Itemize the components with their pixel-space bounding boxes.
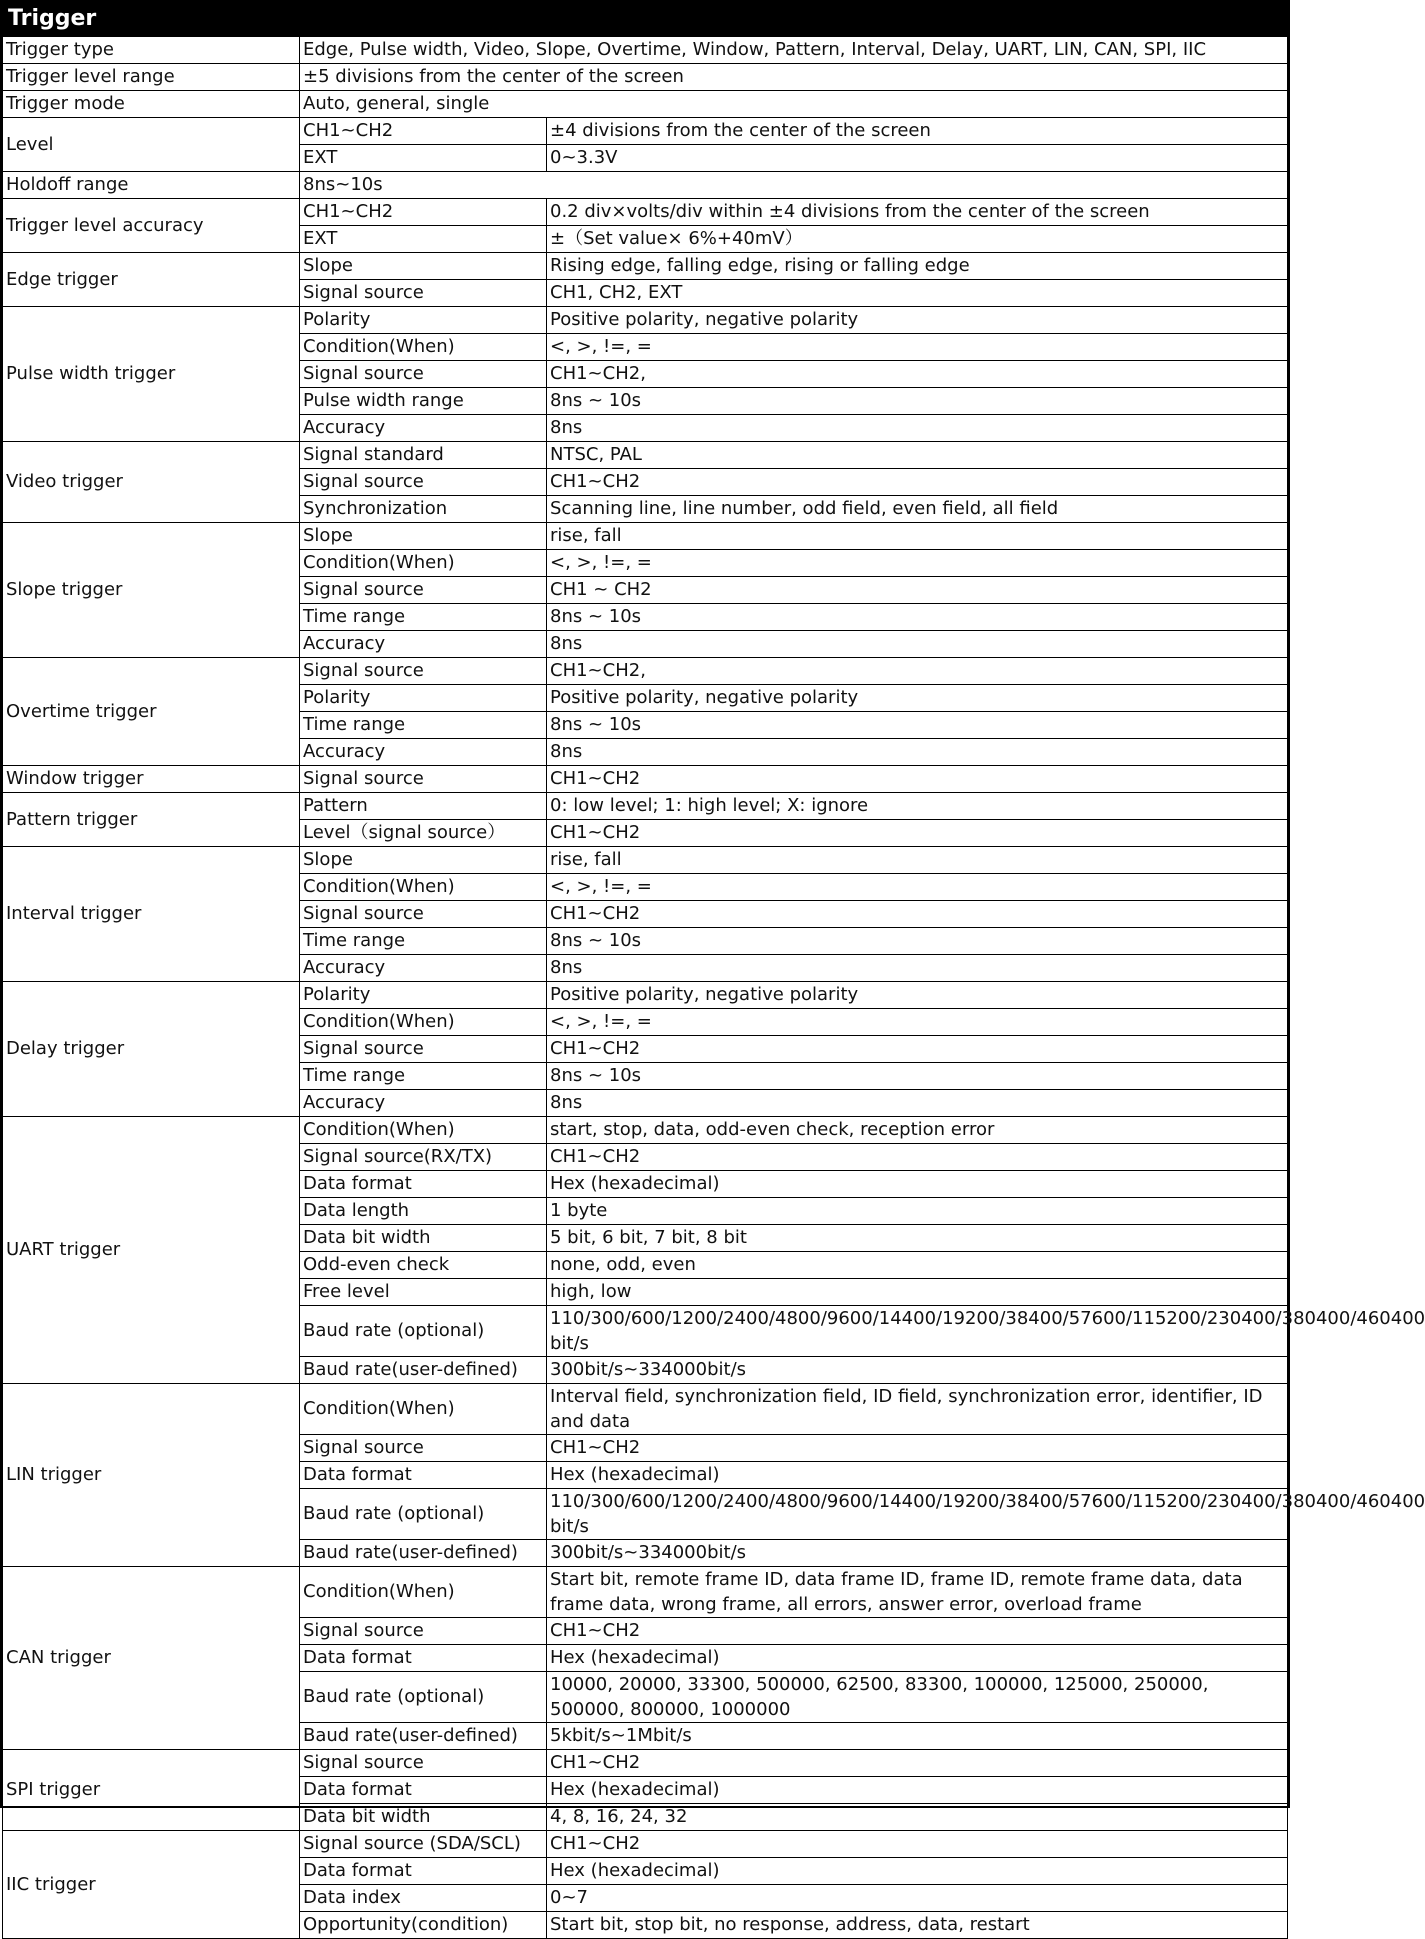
sub-value: Positive polarity, negative polarity <box>547 307 1288 334</box>
row-label: Holdoff range <box>3 172 300 199</box>
sub-label: Signal source (SDA/SCL) <box>300 1831 547 1858</box>
table-row <box>3 847 1288 874</box>
table-row <box>3 766 1288 793</box>
sub-value: 1 byte <box>547 1198 1288 1225</box>
row-label: Trigger type <box>3 37 300 64</box>
sub-value: 8ns <box>547 1090 1288 1117</box>
sub-value: 4, 8, 16, 24, 32 <box>547 1804 1288 1831</box>
sub-label: Polarity <box>300 685 547 712</box>
sub-label: Time range <box>300 1063 547 1090</box>
table-row <box>3 199 1288 226</box>
sub-label: Condition(When) <box>300 1384 547 1435</box>
row-value: Auto, general, single <box>300 91 1288 118</box>
sub-value: Positive polarity, negative polarity <box>547 685 1288 712</box>
sub-value: CH1 ~ CH2 <box>547 577 1288 604</box>
sub-label: Slope <box>300 523 547 550</box>
sub-label: Opportunity(condition) <box>300 1912 547 1939</box>
row-label: Trigger mode <box>3 91 300 118</box>
group-label: CAN trigger <box>3 1567 300 1750</box>
sub-value: 8ns ~ 10s <box>547 1063 1288 1090</box>
sub-label: Pattern <box>300 793 547 820</box>
sub-label: Slope <box>300 847 547 874</box>
sub-label: Odd-even check <box>300 1252 547 1279</box>
sub-value: 8ns ~ 10s <box>547 388 1288 415</box>
sub-value: 8ns ~ 10s <box>547 928 1288 955</box>
sub-value: Positive polarity, negative polarity <box>547 982 1288 1009</box>
sub-label: Signal source <box>300 1036 547 1063</box>
sub-label: Data index <box>300 1885 547 1912</box>
sub-label: Condition(When) <box>300 1009 547 1036</box>
table-row <box>3 118 1288 145</box>
sub-value: Start bit, remote frame ID, data frame ID, frame ID, remote frame data, data frame data, wrong frame, all errors, answer error, overload frame <box>547 1567 1288 1618</box>
sub-value: Scanning line, line number, odd field, even field, all field <box>547 496 1288 523</box>
group-label: Edge trigger <box>3 253 300 307</box>
sub-label: Signal source <box>300 280 547 307</box>
sub-label: Accuracy <box>300 739 547 766</box>
sub-value: none, odd, even <box>547 1252 1288 1279</box>
sub-label: Accuracy <box>300 955 547 982</box>
sub-value: CH1~CH2 <box>547 1144 1288 1171</box>
sub-label: Baud rate (optional) <box>300 1306 547 1357</box>
sub-label: Condition(When) <box>300 874 547 901</box>
sub-label: Synchronization <box>300 496 547 523</box>
sub-label: Time range <box>300 712 547 739</box>
sub-value: <, >, !=, = <box>547 874 1288 901</box>
sub-value: CH1~CH2 <box>547 469 1288 496</box>
sub-label: Signal source <box>300 658 547 685</box>
sub-value: CH1~CH2, <box>547 658 1288 685</box>
sub-value: CH1~CH2 <box>547 820 1288 847</box>
sub-value: CH1~CH2 <box>547 766 1288 793</box>
sub-value: Hex (hexadecimal) <box>547 1462 1288 1489</box>
sub-value: 5kbit/s~1Mbit/s <box>547 1723 1288 1750</box>
sub-label: EXT <box>300 145 547 172</box>
sub-value: 110/300/600/1200/2400/4800/9600/14400/19200/38400/57600/115200/230400/380400/460400 bit/s <box>547 1489 1288 1540</box>
sub-value: CH1, CH2, EXT <box>547 280 1288 307</box>
table-row <box>3 793 1288 820</box>
sub-label: CH1~CH2 <box>300 118 547 145</box>
table-row <box>3 523 1288 550</box>
table-row <box>3 1567 1288 1618</box>
sub-label: Baud rate (optional) <box>300 1672 547 1723</box>
sub-label: EXT <box>300 226 547 253</box>
sub-value: <, >, !=, = <box>547 1009 1288 1036</box>
sub-label: Signal source(RX/TX) <box>300 1144 547 1171</box>
trigger-spec-table <box>2 36 1425 1939</box>
group-label: IIC trigger <box>3 1831 300 1939</box>
group-label: Pulse width trigger <box>3 307 300 442</box>
sub-label: Free level <box>300 1279 547 1306</box>
group-label: Level <box>3 118 300 172</box>
sub-value: 300bit/s~334000bit/s <box>547 1540 1288 1567</box>
sub-value: 8ns <box>547 415 1288 442</box>
group-label: Slope trigger <box>3 523 300 658</box>
sub-label: Data format <box>300 1858 547 1885</box>
sub-value: Hex (hexadecimal) <box>547 1858 1288 1885</box>
sub-value: 300bit/s~334000bit/s <box>547 1357 1288 1384</box>
sub-label: Baud rate (optional) <box>300 1489 547 1540</box>
sub-value: CH1~CH2 <box>547 1750 1288 1777</box>
table-row <box>3 64 1288 91</box>
sub-value: CH1~CH2 <box>547 1036 1288 1063</box>
sub-label: Accuracy <box>300 631 547 658</box>
sub-value: ±4 divisions from the center of the screen <box>547 118 1288 145</box>
table-row <box>3 1117 1288 1144</box>
sub-value: NTSC, PAL <box>547 442 1288 469</box>
group-label: SPI trigger <box>3 1750 300 1831</box>
sub-label: Signal standard <box>300 442 547 469</box>
table-row <box>3 1750 1288 1777</box>
sub-value: rise, fall <box>547 523 1288 550</box>
sub-label: Slope <box>300 253 547 280</box>
sub-value: 8ns <box>547 739 1288 766</box>
sub-label: Signal source <box>300 1750 547 1777</box>
row-label: Trigger level range <box>3 64 300 91</box>
sub-value: Start bit, stop bit, no response, address, data, restart <box>547 1912 1288 1939</box>
sub-label: Time range <box>300 928 547 955</box>
table-row <box>3 172 1288 199</box>
table-row <box>3 307 1288 334</box>
row-value: Edge, Pulse width, Video, Slope, Overtime, Window, Pattern, Interval, Delay, UART, LIN, CAN, SPI, IIC <box>300 37 1288 64</box>
sub-label: Baud rate(user-defined) <box>300 1540 547 1567</box>
sub-label: Data format <box>300 1645 547 1672</box>
group-label: Trigger level accuracy <box>3 199 300 253</box>
sub-value: CH1~CH2 <box>547 1435 1288 1462</box>
row-value: ±5 divisions from the center of the screen <box>300 64 1288 91</box>
sub-value: 0~7 <box>547 1885 1288 1912</box>
sub-label: Accuracy <box>300 1090 547 1117</box>
table-row <box>3 982 1288 1009</box>
sub-label: Signal source <box>300 469 547 496</box>
group-label: Delay trigger <box>3 982 300 1117</box>
sub-value: start, stop, data, odd-even check, reception error <box>547 1117 1288 1144</box>
sub-value: Hex (hexadecimal) <box>547 1645 1288 1672</box>
sub-label: Condition(When) <box>300 1567 547 1618</box>
sub-label: Condition(When) <box>300 1117 547 1144</box>
sub-label: Signal source <box>300 577 547 604</box>
section-title: Trigger <box>2 2 1288 36</box>
sub-value: Rising edge, falling edge, rising or falling edge <box>547 253 1288 280</box>
sub-value: Interval field, synchronization field, ID field, synchronization error, identifier, ID and data <box>547 1384 1288 1435</box>
sub-label: Condition(When) <box>300 550 547 577</box>
group-label: Overtime trigger <box>3 658 300 766</box>
sub-label: Baud rate(user-defined) <box>300 1723 547 1750</box>
sub-value: 0.2 div×volts/div within ±4 divisions from the center of the screen <box>547 199 1288 226</box>
sub-label: Data format <box>300 1171 547 1198</box>
sub-value: Hex (hexadecimal) <box>547 1171 1288 1198</box>
table-row <box>3 37 1288 64</box>
sub-label: Condition(When) <box>300 334 547 361</box>
sub-label: Accuracy <box>300 415 547 442</box>
sub-value: CH1~CH2, <box>547 361 1288 388</box>
group-label: Pattern trigger <box>3 793 300 847</box>
sub-label: Signal source <box>300 361 547 388</box>
group-label: UART trigger <box>3 1117 300 1384</box>
sub-label: Data bit width <box>300 1804 547 1831</box>
sub-value: 110/300/600/1200/2400/4800/9600/14400/19200/38400/57600/115200/230400/380400/460400 bit/s <box>547 1306 1288 1357</box>
sub-label: Data bit width <box>300 1225 547 1252</box>
sub-label: Data format <box>300 1777 547 1804</box>
sub-label: Time range <box>300 604 547 631</box>
sub-value: 8ns ~ 10s <box>547 604 1288 631</box>
table-row <box>3 1831 1288 1858</box>
group-label: Window trigger <box>3 766 300 793</box>
sub-label: Polarity <box>300 982 547 1009</box>
group-label: LIN trigger <box>3 1384 300 1567</box>
sub-label: Pulse width range <box>300 388 547 415</box>
sub-value: 10000, 20000, 33300, 500000, 62500, 83300, 100000, 125000, 250000, 500000, 800000, 1000000 <box>547 1672 1288 1723</box>
sub-value: <, >, !=, = <box>547 334 1288 361</box>
sub-value: CH1~CH2 <box>547 901 1288 928</box>
sub-value: CH1~CH2 <box>547 1831 1288 1858</box>
table-row <box>3 1384 1288 1435</box>
sub-value: 5 bit, 6 bit, 7 bit, 8 bit <box>547 1225 1288 1252</box>
sub-label: Baud rate(user-defined) <box>300 1357 547 1384</box>
group-label: Video trigger <box>3 442 300 523</box>
sub-value: 0~3.3V <box>547 145 1288 172</box>
group-label: Interval trigger <box>3 847 300 982</box>
sub-value: ±（Set value× 6%+40mV） <box>547 226 1288 253</box>
sub-label: CH1~CH2 <box>300 199 547 226</box>
row-value: 8ns~10s <box>300 172 1288 199</box>
table-row <box>3 658 1288 685</box>
sub-label: Signal source <box>300 901 547 928</box>
sub-label: Signal source <box>300 766 547 793</box>
sub-label: Data format <box>300 1462 547 1489</box>
sub-label: Signal source <box>300 1618 547 1645</box>
sub-label: Signal source <box>300 1435 547 1462</box>
sub-value: <, >, !=, = <box>547 550 1288 577</box>
sub-value: 0: low level; 1: high level; X: ignore <box>547 793 1288 820</box>
table-row <box>3 253 1288 280</box>
table-row <box>3 91 1288 118</box>
sub-value: 8ns <box>547 955 1288 982</box>
sub-value: 8ns <box>547 631 1288 658</box>
sub-label: Polarity <box>300 307 547 334</box>
sub-value: high, low <box>547 1279 1288 1306</box>
sub-label: Level（signal source） <box>300 820 547 847</box>
sub-value: 8ns ~ 10s <box>547 712 1288 739</box>
sub-value: rise, fall <box>547 847 1288 874</box>
sub-value: CH1~CH2 <box>547 1618 1288 1645</box>
sub-label: Data length <box>300 1198 547 1225</box>
sub-value: Hex (hexadecimal) <box>547 1777 1288 1804</box>
table-row <box>3 442 1288 469</box>
